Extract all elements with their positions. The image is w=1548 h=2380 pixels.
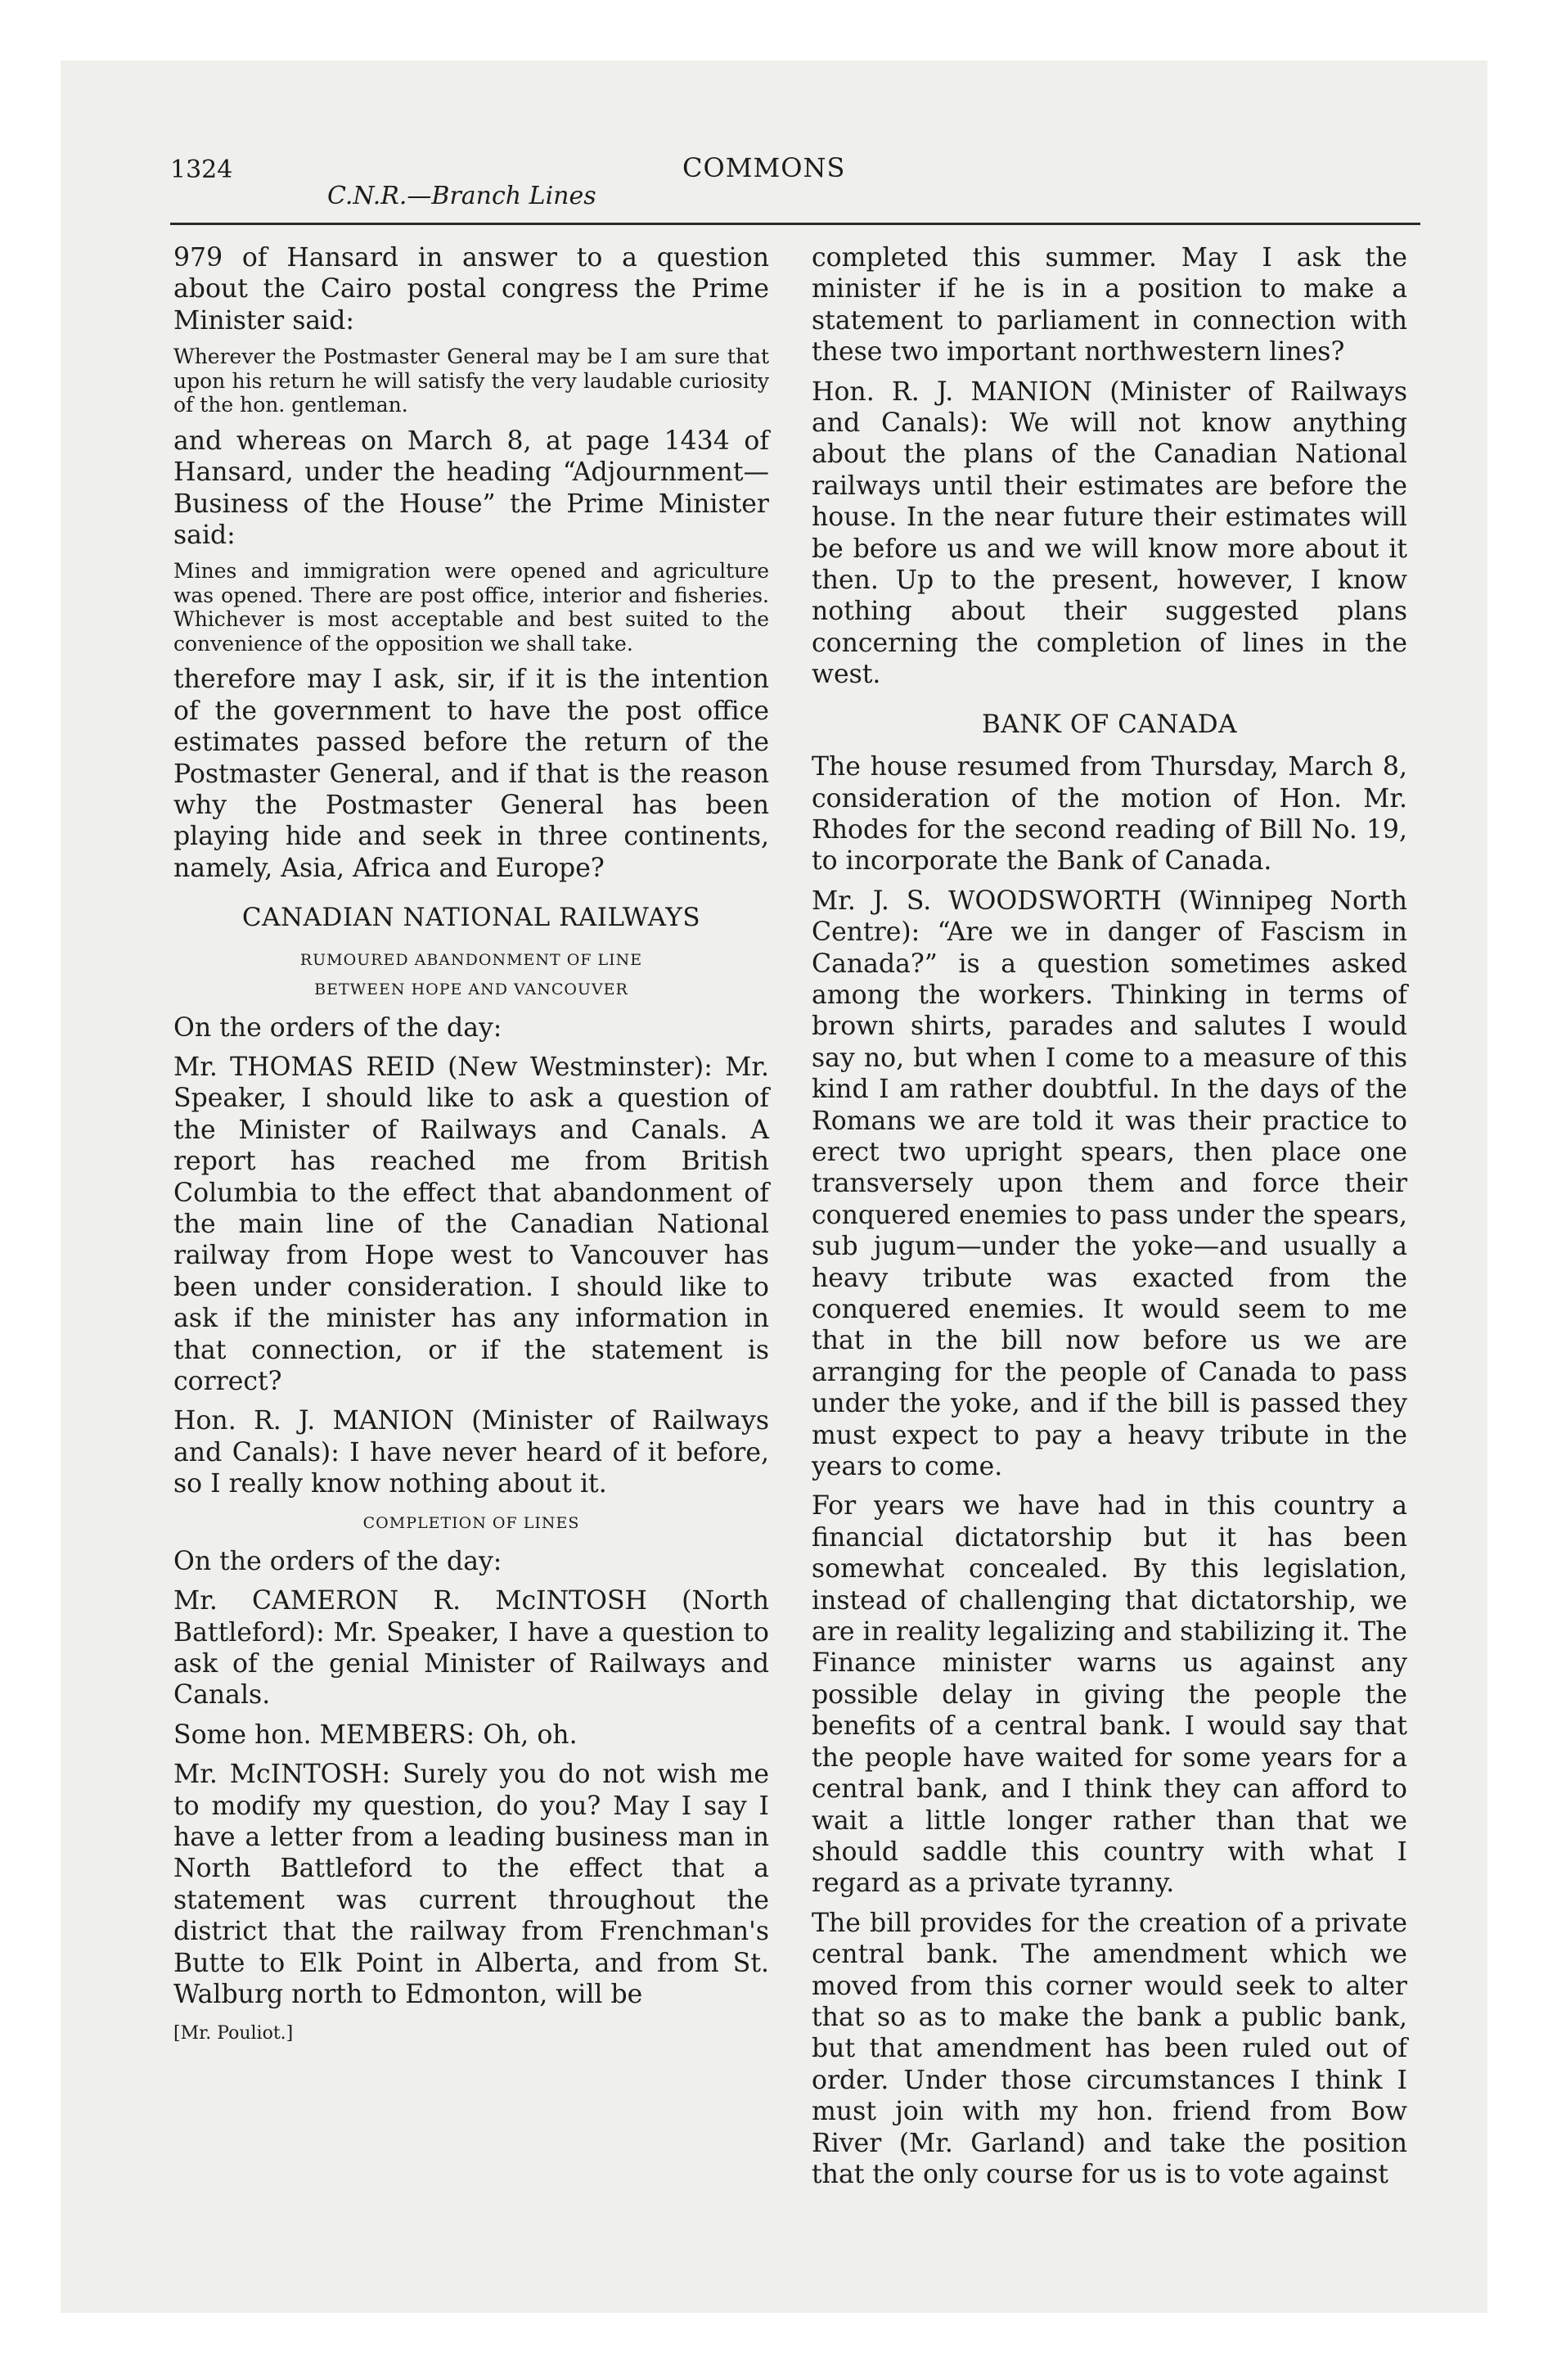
left-column	[173, 242, 769, 2050]
subheading-line: BETWEEN HOPE AND VANCOUVER	[314, 980, 628, 998]
hansard-page	[61, 61, 1487, 2313]
subheading-line: RUMOURED ABANDONMENT OF LINE	[299, 950, 643, 969]
speech: Hon. R. J. MANION (Minister of Railways and Canals): We will not know anything about the plans of the Canadian National railways until their estimates are before the house. In the near future their estimates will be before us and we will know more about it then. Up to the present, however, I know nothing about their suggested plans concerning the completion of lines in the west.	[812, 376, 1407, 690]
paragraph: therefore may I ask, sir, if it is the intention of the government to have the post office estimates passed before the return of the Postmaster General, and if that is the reason why the Postmaster General has been playing hide and seek in three continents, namely, Asia, Africa and Europe?	[173, 665, 769, 883]
subheading	[173, 945, 769, 1004]
speech: The bill provides for the creation of a private central bank. The amendment which we moved from this corner would seek to alter that so as to make the bank a public bank, but that amendment has been ruled out of order. Under those circumstances I think I must join with my hon. friend from Bow River (Mr. Garland) and take the position that the only course for us is to vote against	[812, 1908, 1407, 2189]
footer-speaker-note: [Mr. Pouliot.]	[173, 2023, 294, 2044]
paragraph: completed this summer. May I ask the minister if he is in a position to make a statement to parliament in connection with these two important northwestern lines?	[812, 243, 1407, 367]
page-header	[61, 61, 1487, 224]
right-column	[812, 242, 1407, 2198]
subheading: COMPLETION OF LINES	[362, 1513, 580, 1532]
section-heading: BANK OF CANADA	[982, 709, 1237, 739]
running-title: C.N.R.—Branch Lines	[327, 182, 596, 210]
paragraph: On the orders of the day:	[173, 1012, 502, 1043]
page-number: 1324	[170, 156, 233, 184]
paragraph: On the orders of the day:	[173, 1546, 502, 1576]
quotation: Mines and immigration were opened and agriculture was opened. There are post office, interior and fisheries. Whichever is most acceptable and best suited to the convenience of the opposition we shall take.	[173, 559, 769, 656]
speech: Mr. McINTOSH: Surely you do not wish me to modify my question, do you? May I say I have a letter from a leading business man in North Battleford to the effect that a statement was current throughout the district that the railway from Frenchman's Butte to Elk Point in Alberta, and from St. Walburg north to Edmonton, will be	[173, 1760, 769, 2009]
speech: Mr. THOMAS REID (New Westminster): Mr. Speaker, I should like to ask a question of the Minister of Railways and Canals. A report has reached me from British Columbia to the effect that abandonment of the main line of the Canadian National railway from Hope west to Vancouver has been under consideration. I should like to ask if the minister has any information in that connection, or if the statement is correct?	[173, 1053, 769, 1397]
quotation: Wherever the Postmaster General may be I am sure that upon his return he will satisfy the very laudable curiosity of the hon. gentleman.	[173, 345, 769, 417]
speech: Mr. CAMERON R. McINTOSH (North Battleford): Mr. Speaker, I have a question to ask of the genial Minister of Railways and Canals.	[173, 1586, 769, 1711]
paragraph: 979 of Hansard in answer to a question about the Cairo postal congress the Prime Minister said:	[173, 243, 769, 336]
speech: Some hon. MEMBERS: Oh, oh.	[173, 1720, 578, 1750]
speech: Mr. J. S. WOODSWORTH (Winnipeg North Centre): “Are we in danger of Fascism in Canada?” is a question sometimes asked among the workers. Thinking in terms of brown shirts, parades and salutes I would say no, but when I come to a measure of this kind I am rather doubtful. In the days of the Romans we are told it was their practice to erect two upright spears, then place one transversely upon them and force their conquered enemies to pass under the spears, sub jugum—under the yoke—and usually a heavy tribute was exacted from the conquered enemies. It would seem to me that in the bill now before us we are arranging for the people of Canada to pass under the yoke, and if the bill is passed they must expect to pay a heavy tribute in the years to come.	[812, 886, 1407, 1482]
speech: For years we have had in this country a financial dictatorship but it has been somewhat concealed. By this legislation, instead of challenging that dictatorship, we are in reality legalizing and stabilizing it. The Finance minister warns us against any possible delay in giving the people the benefits of a central bank. I would say that the people have waited for some years for a central bank, and I think they can afford to wait a little longer rather than that we should saddle this country with what I regard as a private tyranny.	[812, 1491, 1407, 1899]
paragraph: and whereas on March 8, at page 1434 of Hansard, under the heading “Adjournment—Business of the House” the Prime Minister said:	[173, 426, 769, 550]
speech: Hon. R. J. MANION (Minister of Railways and Canals): I have never heard of it before, so I really know nothing about it.	[173, 1406, 769, 1499]
section-heading: CANADIAN NATIONAL RAILWAYS	[241, 903, 701, 933]
house-title: COMMONS	[682, 152, 846, 183]
paragraph: The house resumed from Thursday, March 8, consideration of the motion of Hon. Mr. Rhodes for the second reading of Bill No. 19, to incorporate the Bank of Canada.	[812, 752, 1407, 877]
header-rule	[170, 223, 1420, 225]
